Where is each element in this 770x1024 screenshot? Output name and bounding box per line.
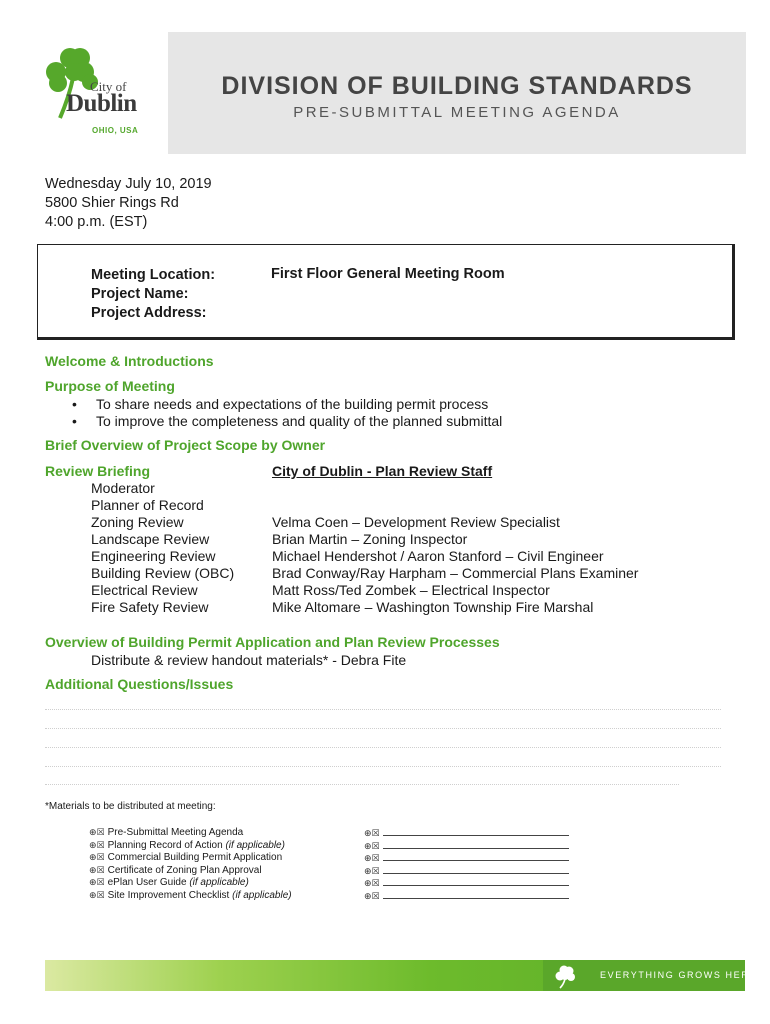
blank-line[interactable] (383, 864, 569, 874)
role-item: Electrical Review (91, 582, 198, 598)
meeting-details (45, 175, 212, 232)
role-item: Zoning Review (91, 514, 184, 530)
review-briefing-heading: Review Briefing (45, 463, 151, 479)
blank-item (364, 876, 569, 889)
process-heading: Overview of Building Permit Application and Plan Review Processes (45, 634, 500, 650)
material-item: ⊕☒ ePlan User Guide (if applicable) (89, 877, 249, 888)
materials-list (89, 826, 292, 901)
additional-heading: Additional Questions/Issues (45, 676, 234, 692)
notes-line (45, 784, 679, 785)
checkbox-icon[interactable]: ⊕☒ (364, 890, 380, 901)
city-logo (26, 32, 168, 154)
role-item: Planner of Record (91, 497, 204, 513)
notes-line (45, 747, 721, 748)
blank-line[interactable] (383, 889, 569, 899)
staff-item: Brad Conway/Ray Harpham – Commercial Plans Examiner (272, 565, 639, 581)
meeting-info-box (37, 244, 735, 340)
role-item: Landscape Review (91, 531, 210, 547)
purpose-heading: Purpose of Meeting (45, 378, 175, 394)
checkbox-icon[interactable]: ⊕☒ (89, 889, 105, 900)
blank-line[interactable] (383, 851, 569, 861)
staff-item: Michael Hendershot / Aaron Stanford – Civil Engineer (272, 548, 604, 564)
meeting-date: Wednesday July 10, 2019 (45, 176, 212, 192)
materials-title: *Materials to be distributed at meeting: (45, 801, 216, 812)
checkbox-icon[interactable]: ⊕☒ (89, 839, 105, 850)
project-name-label: Project Name: (91, 286, 189, 302)
blank-item (364, 839, 569, 852)
shamrock-icon (553, 963, 579, 989)
staff-item: Brian Martin – Zoning Inspector (272, 531, 468, 547)
meeting-address: 5800 Shier Rings Rd (45, 195, 179, 211)
header-banner (26, 32, 746, 154)
role-item: Engineering Review (91, 548, 216, 564)
page-title: DIVISION OF BUILDING STANDARDS (221, 72, 693, 100)
meeting-time: 4:00 p.m. (EST) (45, 214, 148, 230)
checkbox-icon[interactable]: ⊕☒ (364, 865, 380, 876)
project-address-label: Project Address: (91, 305, 207, 321)
checkbox-icon[interactable]: ⊕☒ (89, 852, 105, 862)
role-item: Building Review (OBC) (91, 565, 235, 581)
checkbox-icon[interactable]: ⊕☒ (364, 840, 380, 851)
checkbox-icon[interactable]: ⊕☒ (364, 828, 380, 838)
review-roles (91, 480, 234, 616)
blank-item (364, 826, 569, 839)
distribute-text: Distribute & review handout materials* - Debra Fite (91, 652, 407, 668)
logo-ohio-text: OHIO, USA (92, 126, 139, 135)
list-item: • To improve the completeness and quality of the planned submittal (70, 413, 502, 430)
logo-city-text: City of (90, 79, 127, 94)
material-item: ⊕☒ Site Improvement Checklist (if applicable) (89, 889, 292, 901)
blank-materials-list (364, 826, 569, 901)
page-subtitle: PRE-SUBMITTAL MEETING AGENDA (293, 104, 621, 121)
staff-item: Mike Altomare – Washington Township Fire Marshal (272, 599, 594, 615)
blank-line[interactable] (383, 826, 569, 836)
list-item: • To share needs and expectations of the building permit process (70, 396, 502, 413)
role-item: Moderator (91, 480, 155, 496)
blank-item (364, 864, 569, 877)
scope-heading: Brief Overview of Project Scope by Owner (45, 437, 326, 453)
footer-tagline: EVERYTHING GROWS HERE. (600, 970, 762, 980)
staff-item: Matt Ross/Ted Zombek – Electrical Inspector (272, 582, 550, 598)
checkbox-icon[interactable]: ⊕☒ (364, 853, 380, 863)
notes-line (45, 709, 721, 710)
location-value: First Floor General Meeting Room (271, 266, 505, 282)
welcome-heading: Welcome & Introductions (45, 353, 214, 369)
review-staff (272, 514, 638, 616)
blank-item (364, 889, 569, 902)
location-label: Meeting Location: (91, 267, 216, 283)
checkbox-icon[interactable]: ⊕☒ (89, 827, 105, 837)
logo-dublin-text: Dublin (66, 90, 137, 117)
notes-line (45, 766, 721, 767)
material-item: ⊕☒ Pre-Submittal Meeting Agenda (89, 827, 244, 838)
blank-item (364, 851, 569, 864)
checkbox-icon[interactable]: ⊕☒ (89, 877, 105, 887)
blank-line[interactable] (383, 876, 569, 886)
notes-line (45, 728, 721, 729)
role-item: Fire Safety Review (91, 599, 209, 615)
staff-item: Velma Coen – Development Review Specialist (272, 514, 560, 530)
info-labels (91, 266, 215, 323)
blank-line[interactable] (383, 839, 569, 849)
material-item: ⊕☒ Planning Record of Action (if applicable) (89, 839, 285, 851)
purpose-list (70, 396, 502, 430)
material-item: ⊕☒ Commercial Building Permit Application (89, 852, 283, 863)
checkbox-icon[interactable]: ⊕☒ (364, 878, 380, 888)
footer-banner (45, 960, 762, 991)
staff-heading: City of Dublin - Plan Review Staff (272, 463, 493, 479)
material-item: ⊕☒ Certificate of Zoning Plan Approval (89, 864, 262, 876)
checkbox-icon[interactable]: ⊕☒ (89, 864, 105, 875)
